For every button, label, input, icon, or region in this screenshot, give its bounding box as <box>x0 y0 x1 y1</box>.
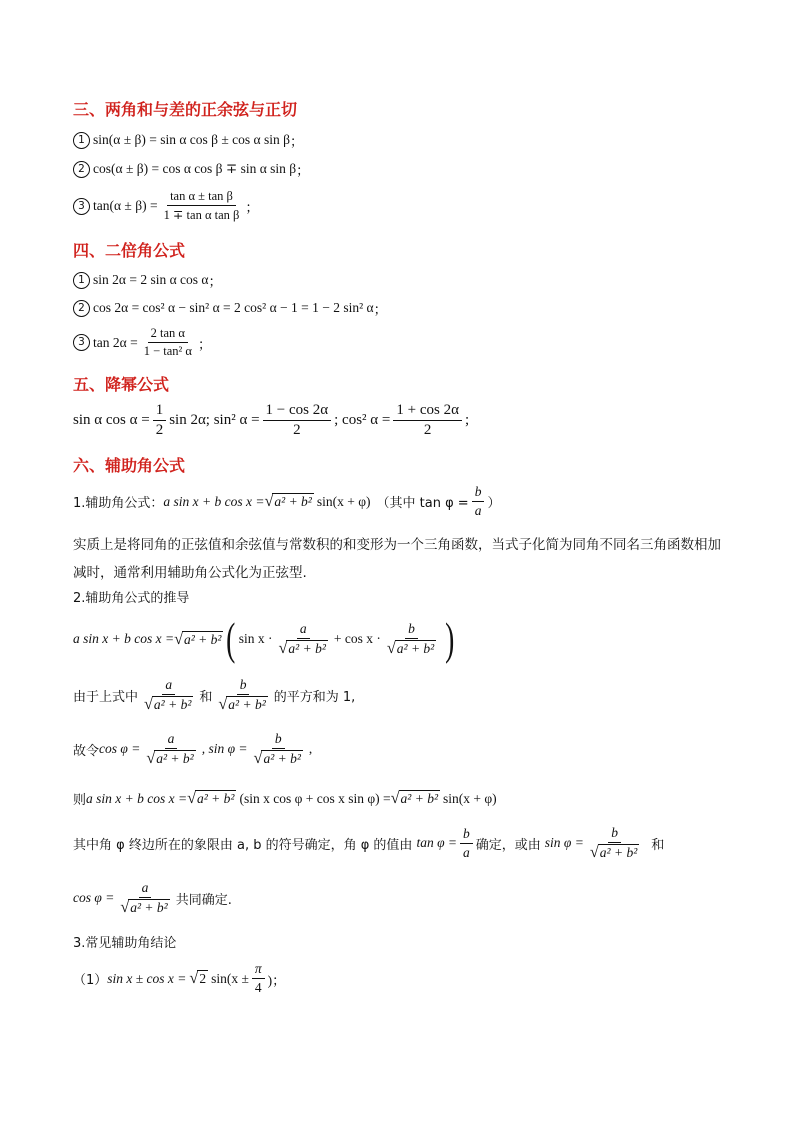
formula-part: a sin x + b cos x = <box>163 493 265 509</box>
formula-4-3 <box>73 326 211 359</box>
fraction <box>141 326 195 359</box>
formula-end: ； <box>245 200 259 215</box>
fraction-denominator: a² + b² <box>130 900 168 915</box>
fraction-denominator: 2 <box>423 422 432 438</box>
formula-part: tan φ = <box>416 835 458 850</box>
formula-part: , sin φ = <box>201 741 248 756</box>
sqrt: √ a² + b² <box>187 789 235 807</box>
formula-4-1 <box>73 270 222 290</box>
formula-part: cos φ = <box>73 890 115 905</box>
fraction-numerator: a <box>297 621 310 639</box>
fraction: b √ a² + b² <box>218 677 266 713</box>
section-5-heading: 五、降幂公式 <box>73 375 170 394</box>
fraction-numerator: b <box>608 825 621 843</box>
fraction-numerator: 1 − cos 2α <box>263 402 332 421</box>
right-paren: ) <box>445 613 455 664</box>
formula-text: cos 2α = cos² α − sin² α = 2 cos² α − 1 = 1 − 2 sin² α <box>93 300 374 315</box>
fraction: a √ a² + b² <box>146 731 194 767</box>
fraction <box>161 189 243 223</box>
formula-3-2 <box>73 159 310 179</box>
formula-part: sin(x + φ) <box>443 790 497 806</box>
formula-part: sin(x + φ) <box>316 493 371 509</box>
formula-part: sin(x ± <box>211 970 249 986</box>
text-part: 故令 <box>73 743 100 759</box>
sqrt: √ a² + b² <box>264 492 312 510</box>
sqrt: √ 2 <box>189 969 207 987</box>
formula-part: sin φ = <box>544 835 584 850</box>
circled-number: 2 <box>73 300 90 317</box>
formula-part: sin α cos α = <box>73 412 150 428</box>
fraction-denominator: 1 ∓ tan α tan β <box>163 208 240 222</box>
item-2-label: 2.辅助角公式的推导 <box>73 591 190 606</box>
fraction: b √ a² + b² <box>589 825 638 861</box>
formula-part: )； <box>267 972 286 988</box>
formula-part: sin 2α; sin² α = <box>169 412 260 428</box>
formula-4-2 <box>73 298 387 318</box>
formula-end: ; <box>464 412 470 428</box>
fraction-numerator: a <box>165 731 178 749</box>
text-part: 由于上式中 <box>73 689 139 705</box>
text-part: 和 <box>199 689 213 705</box>
sqrt-body: a² + b² <box>400 791 439 806</box>
formula-part: a sin x + b cos x = <box>73 631 175 646</box>
note-part: （其中 tan φ = <box>376 496 469 511</box>
formula-lhs: tan(α ± β) = <box>93 198 158 213</box>
formula-part: a sin x + b cos x = <box>86 790 188 806</box>
item-label: （1） <box>73 973 108 988</box>
fraction <box>263 402 332 439</box>
fraction-numerator: b <box>472 484 485 502</box>
fraction-denominator: a² + b² <box>288 641 326 656</box>
fraction-numerator: b <box>237 677 250 695</box>
sqrt-body: 2 <box>199 971 207 986</box>
sqrt: √ a² + b² <box>174 629 222 648</box>
item-label: 1.辅助角公式： <box>73 496 164 511</box>
fraction-denominator: a <box>474 503 482 518</box>
text-part: 其中角 φ 终边所在的象限由 a, b 的符号确定，角 φ 的值由 <box>73 837 413 853</box>
derivation-6 <box>73 880 232 916</box>
formula-part: , <box>308 741 313 756</box>
fraction-denominator: 2 <box>155 422 164 438</box>
fraction: b √ a² + b² <box>386 621 435 657</box>
fraction <box>393 402 462 439</box>
fraction-denominator: 2 <box>293 422 301 438</box>
formula-end: ； <box>290 134 304 149</box>
formula-end: ； <box>373 302 388 317</box>
note-part: ） <box>487 496 501 511</box>
formula-part: ; cos² α = <box>334 412 391 428</box>
sqrt-body: a² + b² <box>274 494 312 509</box>
formula-5 <box>73 402 469 439</box>
formula-end: ； <box>197 336 212 352</box>
fraction-denominator: 4 <box>254 980 262 995</box>
fraction-denominator: a² + b² <box>396 641 435 656</box>
sqrt-body: a² + b² <box>197 791 235 806</box>
fraction-denominator: a² + b² <box>156 751 194 766</box>
formula-3-3 <box>73 189 259 223</box>
formula-text: sin 2α = 2 sin α cos α <box>93 272 209 287</box>
formula-end: ； <box>296 163 310 178</box>
formula-part: sin x · <box>238 631 273 646</box>
text-part: 则 <box>73 793 87 808</box>
fraction <box>153 402 167 439</box>
fraction-denominator: 1 − tan² α <box>143 344 192 358</box>
aux-formula-1 <box>73 484 500 519</box>
section-4-heading: 四、二倍角公式 <box>73 241 186 260</box>
item-3-label: 3.常见辅助角结论 <box>73 936 177 951</box>
fraction-numerator: tan α ± tan β <box>167 189 236 206</box>
derivation-2 <box>73 677 355 713</box>
formula-text: sin(α ± β) = sin α cos β ± cos α sin β <box>93 132 291 147</box>
section-3-heading: 三、两角和与差的正余弦与正切 <box>73 100 298 119</box>
fraction: a √ a² + b² <box>144 677 192 713</box>
circled-number: 1 <box>73 272 90 289</box>
formula-lhs: tan 2α = <box>93 334 138 350</box>
text-part: 和 <box>651 837 665 853</box>
text-part: 确定，或由 <box>475 837 541 853</box>
circled-number: 3 <box>73 198 90 215</box>
fraction-numerator: 1 <box>153 402 167 421</box>
derivation-1 <box>73 613 458 664</box>
formula-end: ； <box>208 274 222 289</box>
fraction: b √ a² + b² <box>253 731 301 767</box>
formula-part: sin x ± cos x = <box>107 970 187 986</box>
fraction-denominator: a² + b² <box>153 697 192 712</box>
left-paren: ( <box>226 613 236 664</box>
sqrt-body: a² + b² <box>183 631 222 647</box>
derivation-4 <box>73 789 497 808</box>
conclusion-1 <box>73 961 286 996</box>
fraction-numerator: 2 tan α <box>148 326 188 343</box>
derivation-5 <box>73 825 664 861</box>
derivation-3 <box>73 731 312 767</box>
circled-number: 3 <box>73 334 90 351</box>
fraction-numerator: 1 + cos 2α <box>393 402 462 421</box>
formula-3-1 <box>73 130 304 150</box>
explanation-paragraph: 实质上是将同角的正弦值和余弦值与常数积的和变形为一个三角函数，当式子化简为同角不同名三角函数相加减时，通常利用辅助角公式化为正弦型. <box>73 537 721 581</box>
fraction-denominator: a² + b² <box>599 845 638 860</box>
formula-text: cos(α ± β) = cos α cos β ∓ sin α sin β <box>93 161 297 176</box>
fraction-denominator: a² + b² <box>263 751 301 766</box>
fraction-denominator: a <box>463 844 470 860</box>
fraction: a √ a² + b² <box>278 621 326 657</box>
circled-number: 1 <box>73 132 90 149</box>
sqrt: √ a² + b² <box>390 789 439 807</box>
formula-part: + cos x · <box>333 631 381 646</box>
fraction-numerator: b <box>272 731 285 749</box>
fraction-denominator: a² + b² <box>228 697 266 712</box>
fraction <box>252 961 265 996</box>
fraction: a √ a² + b² <box>120 880 168 916</box>
fraction-numerator: π <box>252 961 265 979</box>
text-part: 的平方和为 1, <box>273 689 356 705</box>
formula-part: cos φ = <box>99 741 141 756</box>
fraction-numerator: a <box>139 880 152 898</box>
section-6-heading: 六、辅助角公式 <box>73 456 186 475</box>
fraction-numerator: a <box>162 677 175 695</box>
fraction <box>472 484 485 519</box>
fraction <box>460 826 473 861</box>
text-part: 共同确定. <box>175 892 232 908</box>
formula-part: (sin x cos φ + cos x sin φ) = <box>239 790 391 806</box>
fraction-numerator: b <box>460 826 473 844</box>
circled-number: 2 <box>73 161 90 178</box>
fraction-numerator: b <box>405 621 418 639</box>
